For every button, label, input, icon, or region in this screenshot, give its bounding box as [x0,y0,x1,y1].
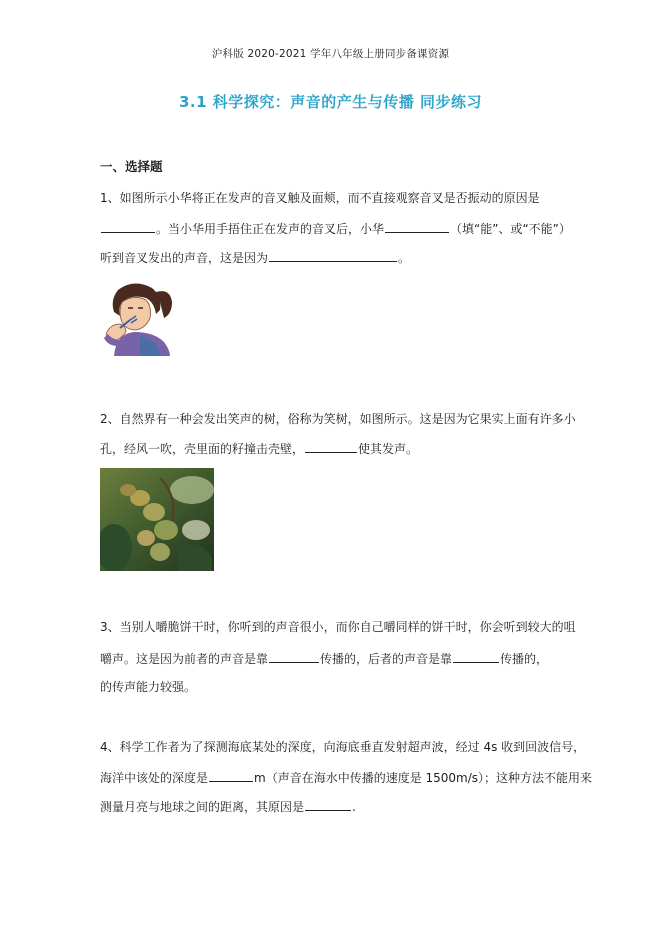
q3-text-1: 3、当别人嚼脆饼干时，你听到的声音很小，而你自己嚼同样的饼干时，你会听到较大的咀 [100,620,576,634]
q4-text-4: 测量月亮与地球之间的距离，其原因是 [100,800,305,814]
q3-blank-2[interactable] [453,649,499,663]
q4-line3 [100,797,356,815]
q2-blank-1[interactable] [305,439,357,453]
page-title: 3.1 科学探究：声音的产生与传播 同步练习 [178,93,483,111]
q3-text-4: 传播的， [500,652,549,666]
q1-text-1: 1、如图所示小华将正在发声的音叉触及面颊，而不直接观察音叉是否振动的原因是 [100,191,540,205]
q3-line3 [100,678,196,695]
q1-hint: （填“能”、或“不能”） [450,222,571,236]
q2-line1 [100,410,576,427]
q4-text-2: 海洋中该处的深度是 [100,771,209,785]
q4-blank-1[interactable] [209,768,253,782]
q1-text-4: 。 [398,251,411,265]
laughing-tree-photo [100,468,214,571]
page-header: 沪科版 2020-2021 学年八年级上册同步备课资源 [211,48,450,60]
q3-line1 [100,618,576,635]
q4-line1 [100,738,585,755]
q3-line2 [100,649,548,667]
q1-blank-3[interactable] [269,248,397,262]
q3-blank-1[interactable] [269,649,319,663]
q1-blank-2[interactable] [385,219,449,233]
q4-text-3: m（声音在海水中传播的速度是 1500m/s）；这种方法不能用来 [254,771,593,785]
q1-line2 [100,219,571,237]
q4-text-1: 4、科学工作者为了探测海底某处的深度，向海底垂直发射超声波，经过 4s 收到回波信号， [100,740,586,754]
q2-line2 [100,439,418,457]
section-heading: 一、选择题 [100,159,163,174]
q3-text-2: 嚼声。这是因为前者的声音是靠 [100,652,269,666]
q4-blank-2[interactable] [305,797,351,811]
q1-blank-1[interactable] [101,219,155,233]
q1-text-3: 听到音叉发出的声音，这是因为 [100,251,269,265]
q1-line1 [100,189,540,206]
q1-line3 [100,248,410,266]
q4-line2 [100,768,592,786]
q1-text-2: 。当小华用手捂住正在发声的音叉后，小华 [156,222,385,236]
girl-tuning-fork-figure [100,280,176,356]
q2-text-1: 2、自然界有一种会发出笑声的树，俗称为笑树，如图所示。这是因为它果实上面有许多小 [100,412,576,426]
q4-text-5: . [352,800,356,814]
q3-text-5: 的传声能力较强。 [100,680,197,694]
q2-text-2: 孔，经风一吹，壳里面的籽撞击壳壁， [100,442,305,456]
q2-text-3: 使其发声。 [358,442,419,456]
q3-text-3: 传播的，后者的声音是靠 [320,652,453,666]
